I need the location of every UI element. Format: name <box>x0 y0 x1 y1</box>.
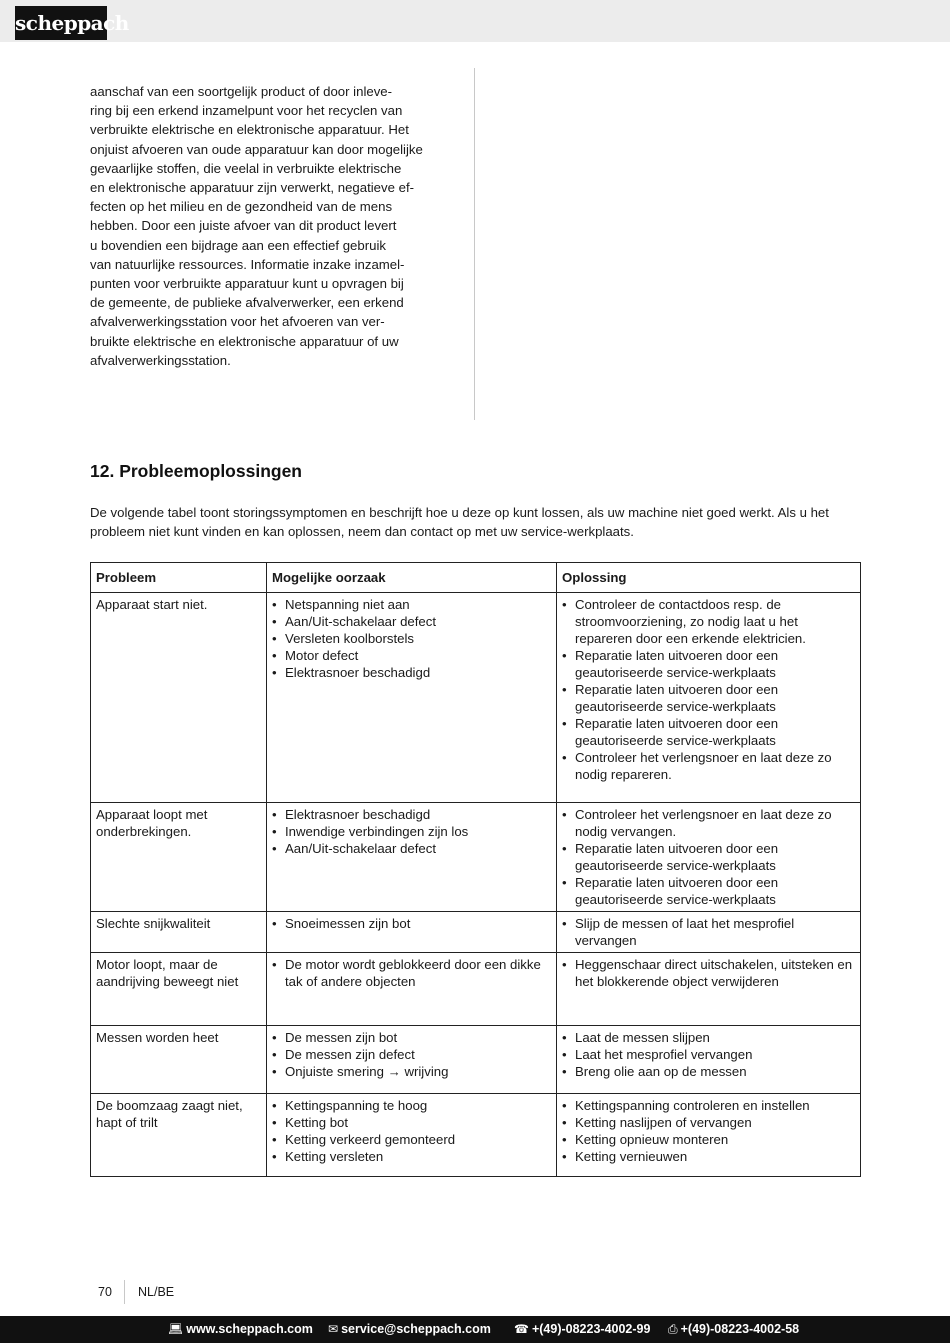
solution-item: • Reparatie laten uitvoeren door een geautoriseerde service-werkplaats <box>562 874 855 908</box>
section-title: 12. Probleemoplossingen <box>90 461 302 481</box>
solution-item: • Laat het mesprofiel vervangen <box>562 1046 855 1063</box>
table-row <box>91 593 861 803</box>
phone-text: +(49)-08223-4002-99 <box>531 1322 651 1336</box>
fax-icon: ⎙ <box>668 1322 678 1336</box>
cause-item: • Inwendige verbindingen zijn los <box>272 823 551 840</box>
intro-line: aanschaf van een soortgelijk product of door inleve- <box>90 84 393 99</box>
language-code: NL/BE <box>138 1285 175 1299</box>
table-row <box>91 1026 861 1094</box>
cause-cell <box>267 953 557 1026</box>
problem-cell: Apparaat start niet. <box>91 593 267 803</box>
table-row <box>91 912 861 953</box>
table-row <box>91 803 861 912</box>
solution-item: • Reparatie laten uitvoeren door een geautoriseerde service-werkplaats <box>562 715 855 749</box>
solution-cell <box>557 803 861 912</box>
footer-bar <box>0 1316 950 1343</box>
intro-line: afvalverwerkingsstation voor het afvoeren van ver- <box>90 314 385 330</box>
problem-cell: De boomzaag zaagt niet, hapt of trilt <box>91 1094 267 1177</box>
header-cause: Mogelijke oorzaak <box>267 563 557 593</box>
cause-cell <box>267 1026 557 1094</box>
solution-cell <box>557 1094 861 1177</box>
solution-item: • Kettingspanning controleren en instellen <box>562 1097 855 1114</box>
cause-item: • Ketting bot <box>272 1114 551 1131</box>
solution-item: • Controleer de contactdoos resp. de stroomvoorziening, zo nodig laat u het repareren door een erkende elektricien. <box>562 596 855 647</box>
cause-item: • Ketting versleten <box>272 1148 551 1165</box>
cause-item: • Motor defect <box>272 647 551 664</box>
intro-line: verbruikte elektrische en elektronische apparatuur. Het <box>90 122 409 138</box>
cause-cell <box>267 1094 557 1177</box>
column-divider <box>474 68 475 420</box>
solution-item: • Controleer het verlengsnoer en laat deze zo nodig repareren. <box>562 749 855 783</box>
website-text: www.scheppach.com <box>186 1322 313 1336</box>
solution-item: • Ketting naslijpen of vervangen <box>562 1114 855 1131</box>
cause-item: • De motor wordt geblokkeerd door een dikke tak of andere objecten <box>272 956 551 990</box>
page-number-divider <box>124 1280 125 1304</box>
troubleshooting-table <box>90 562 861 1177</box>
cause-item: • Netspanning niet aan <box>272 596 551 613</box>
email-text: service@scheppach.com <box>341 1322 491 1336</box>
intro-line: ring bij een erkend inzamelpunt voor het recyclen van <box>90 103 403 119</box>
intro-paragraph <box>90 82 440 370</box>
solution-item: • Ketting vernieuwen <box>562 1148 855 1165</box>
solution-item: • Breng olie aan op de messen <box>562 1063 855 1080</box>
intro-line: van natuurlijke ressources. Informatie inzake inzamel- <box>90 256 405 272</box>
solution-item: • Ketting opnieuw monteren <box>562 1131 855 1148</box>
intro-line: afvalverwerkingsstation. <box>90 352 231 368</box>
solution-item: • Controleer het verlengsnoer en laat deze zo nodig vervangen. <box>562 806 855 840</box>
intro-line: fecten op het milieu en de gezondheid van de mens <box>90 199 393 215</box>
table-row <box>91 1094 861 1177</box>
solution-item: • Laat de messen slijpen <box>562 1029 855 1046</box>
cause-item: • De messen zijn bot <box>272 1029 551 1046</box>
cause-cell <box>267 912 557 953</box>
mail-icon: ✉︎ <box>328 1322 339 1336</box>
cause-item: • Aan/Uit-schakelaar defect <box>272 613 551 630</box>
solution-item: • Reparatie laten uitvoeren door een geautoriseerde service-werkplaats <box>562 647 855 681</box>
cause-item: • De messen zijn defect <box>272 1046 551 1063</box>
problem-cell: Messen worden heet <box>91 1026 267 1094</box>
cause-cell <box>267 593 557 803</box>
footer-phone[interactable] <box>514 1316 650 1343</box>
header-solution: Oplossing <box>557 563 861 593</box>
footer-email[interactable] <box>328 1316 491 1343</box>
intro-line: de gemeente, de publieke afvalverwerker, een erkend <box>90 295 404 311</box>
problem-cell: Apparaat loopt met onderbrekingen. <box>91 803 267 912</box>
cause-item: • Elektrasnoer beschadigd <box>272 806 551 823</box>
cause-item: • Onjuiste smering → wrijving <box>272 1063 551 1080</box>
solution-item: • Reparatie laten uitvoeren door een geautoriseerde service-werkplaats <box>562 840 855 874</box>
table-row <box>91 953 861 1026</box>
footer-website[interactable] <box>168 1316 313 1343</box>
brand-logo: scheppach <box>15 6 107 40</box>
problem-cell: Motor loopt, maar de aandrijving beweegt niet <box>91 953 267 1026</box>
cause-item: • Aan/Uit-schakelaar defect <box>272 840 551 857</box>
solution-cell <box>557 912 861 953</box>
phone-icon: ☎︎ <box>514 1322 529 1336</box>
cause-item: • Elektrasnoer beschadigd <box>272 664 551 681</box>
header-problem: Probleem <box>91 563 267 593</box>
intro-line: gevaarlijke stoffen, die veelal in verbruikte elektrische <box>90 160 402 176</box>
solution-item: • Reparatie laten uitvoeren door een geautoriseerde service-werkplaats <box>562 681 855 715</box>
solution-cell <box>557 953 861 1026</box>
intro-line: u bovendien een bijdrage aan een effectief gebruik <box>90 237 386 253</box>
cause-item: • Kettingspanning te hoog <box>272 1097 551 1114</box>
intro-line: hebben. Door een juiste afvoer van dit product levert <box>90 218 397 234</box>
table-header-row <box>91 563 861 593</box>
problem-cell: Slechte snijkwaliteit <box>91 912 267 953</box>
cause-item: • Snoeimessen zijn bot <box>272 915 551 932</box>
intro-line: punten voor verbruikte apparatuur kunt u opvragen bij <box>90 276 404 292</box>
solution-item: • Slijp de messen of laat het mesprofiel vervangen <box>562 915 855 949</box>
solution-cell <box>557 1026 861 1094</box>
intro-line: bruikte elektrische en elektronische apparatuur of uw <box>90 333 399 349</box>
section-description: De volgende tabel toont storingssymptomen en beschrijft hoe u deze op kunt lossen, als uw machine niet goed werkt. Als u het probleem niet kunt vinden en kan oplossen, neem dan contact op met uw service-werkplaats. <box>90 505 829 539</box>
solution-cell <box>557 593 861 803</box>
fax-text: +(49)-08223-4002-58 <box>680 1322 800 1336</box>
intro-line: onjuist afvoeren van oude apparatuur kan door mogelijke <box>90 141 423 157</box>
cause-item: • Versleten koolborstels <box>272 630 551 647</box>
cause-cell <box>267 803 557 912</box>
footer-fax[interactable] <box>668 1316 799 1343</box>
page-number: 70 <box>98 1285 112 1299</box>
cause-item: • Ketting verkeerd gemonteerd <box>272 1131 551 1148</box>
computer-icon: 💻︎ <box>168 1322 184 1336</box>
intro-line: en elektronische apparatuur zijn verwerkt, negatieve ef- <box>90 180 415 196</box>
top-bar <box>0 0 950 42</box>
solution-item: • Heggenschaar direct uitschakelen, uitsteken en het blokkerende object verwijderen <box>562 956 855 990</box>
